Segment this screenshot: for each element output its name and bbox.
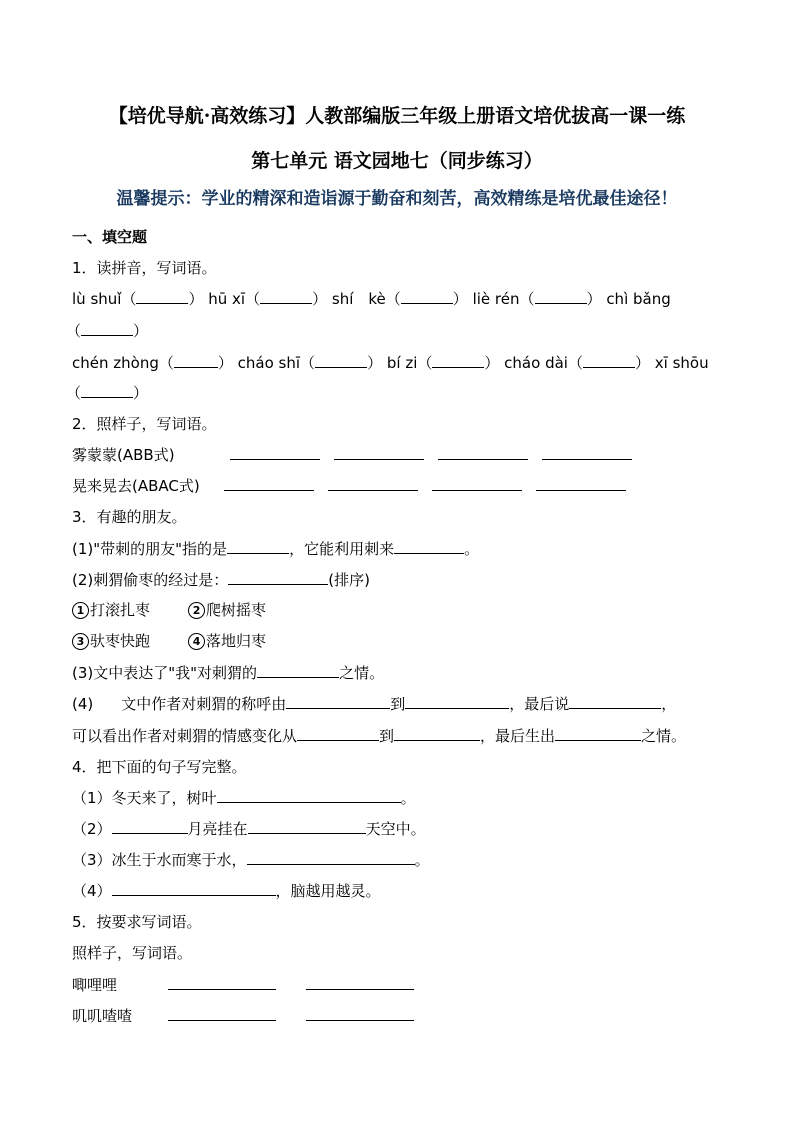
q3-s3-text: 之情。 [339, 664, 385, 682]
answer-blank[interactable] [306, 975, 414, 990]
q4-sub-4 [72, 881, 381, 901]
q5-row1-label: 唧哩哩 [72, 976, 118, 994]
circled-number: 2 [188, 602, 205, 619]
answer-blank[interactable] [136, 289, 188, 304]
answer-blank[interactable] [438, 445, 528, 460]
answer-blank[interactable] [536, 476, 626, 491]
option-text: 打滚扎枣 [90, 601, 151, 619]
answer-blank[interactable] [401, 289, 453, 304]
circled-number: 3 [72, 633, 89, 650]
answer-blank[interactable] [432, 476, 522, 491]
pinyin-5: chì bǎng [606, 290, 671, 308]
q3-s4-text: 文中作者对刺猬的称呼由 [121, 695, 287, 713]
q3-sub-2 [72, 570, 370, 590]
answer-blank[interactable] [227, 539, 289, 554]
q2-row-1 [72, 445, 632, 465]
answer-blank[interactable] [168, 975, 276, 990]
q3-s4-text: ， [661, 695, 677, 713]
q3-s4-text: 到 [390, 695, 406, 713]
q3-s3-text: (3)文中表达了"我"对刺猬的 [72, 664, 258, 682]
answer-blank[interactable] [432, 353, 484, 368]
q3-s4-text: 可以看出作者对刺猬的情感变化从 [72, 727, 298, 745]
q2-row-2 [72, 476, 626, 496]
answer-blank[interactable] [306, 1006, 414, 1021]
q2-row2-label: 晃来晃去(ABAC式) [72, 477, 200, 495]
pinyin-9: cháo dài [504, 354, 568, 372]
page-subtitle: 第七单元 语文园地七（同步练习） [251, 150, 543, 172]
answer-blank[interactable] [535, 289, 587, 304]
q4-sub-2 [72, 819, 426, 839]
q3-sub-1 [72, 539, 479, 559]
answer-blank[interactable] [297, 726, 379, 741]
q4-prompt: 4．把下面的句子写完整。 [72, 758, 247, 776]
answer-blank[interactable] [394, 726, 480, 741]
answer-blank[interactable] [112, 881, 276, 896]
answer-blank[interactable] [247, 850, 415, 865]
q1-row-2b: （ ） [66, 384, 149, 402]
pinyin-1: lù shuǐ [72, 290, 122, 308]
answer-blank[interactable] [230, 445, 320, 460]
answer-blank[interactable] [168, 1006, 276, 1021]
answer-blank[interactable] [394, 539, 464, 554]
answer-blank[interactable] [81, 383, 133, 398]
q3-sub-4b [72, 726, 686, 746]
q4-sub-1 [72, 788, 416, 808]
pinyin-8: bí zi [386, 354, 418, 372]
answer-blank[interactable] [174, 353, 218, 368]
option-text: 落地归枣 [206, 632, 267, 650]
q1-prompt: 1．读拼音，写词语。 [72, 259, 217, 277]
q3-options-row-1 [72, 600, 266, 620]
answer-blank[interactable] [248, 819, 366, 834]
answer-blank[interactable] [555, 726, 641, 741]
q5-sub: 照样子，写词语。 [72, 944, 193, 962]
q5-prompt: 5．按要求写词语。 [72, 913, 202, 931]
answer-blank[interactable] [81, 321, 133, 336]
q1-row-2: chén zhòng（ ） cháo shī（ ） bí zi（ ） cháo dài（ ） xī shōu [72, 354, 709, 372]
answer-blank[interactable] [228, 570, 328, 585]
q3-s1-text: ，它能利用刺来 [289, 540, 395, 558]
q3-sub-3 [72, 663, 384, 683]
q3-options-row-2 [72, 631, 266, 651]
q4-sub-3 [72, 850, 430, 870]
q1-row-1b: （ ） [66, 322, 149, 340]
q4-num: （1） [72, 789, 112, 807]
q2-prompt: 2．照样子，写词语。 [72, 415, 217, 433]
q4-text: 冰生于水而寒于水， [111, 851, 247, 869]
pinyin-4: liè rén [472, 290, 520, 308]
pinyin-10: xī shōu [654, 354, 709, 372]
q2-row1-label: 雾蒙蒙(ABB式) [72, 446, 175, 464]
answer-blank[interactable] [260, 289, 312, 304]
answer-blank[interactable] [112, 819, 188, 834]
q3-s4-text: ，最后说 [509, 695, 570, 713]
option-text: 爬树摇枣 [206, 601, 267, 619]
answer-blank[interactable] [542, 445, 632, 460]
pinyin-6: chén zhòng [72, 354, 159, 372]
pinyin-2: hū xī [208, 290, 246, 308]
q4-num: （4） [72, 882, 112, 900]
q1-row-1: lù shuǐ（ ） hū xī（ ） shí kè（ ） liè rén（ ） chì bǎng [72, 290, 671, 308]
pinyin-7: cháo shī [237, 354, 301, 372]
answer-blank[interactable] [315, 353, 367, 368]
q4-text: 冬天来了，树叶 [111, 789, 217, 807]
circled-number: 1 [72, 602, 89, 619]
q5-row-2 [72, 1006, 414, 1026]
answer-blank[interactable] [334, 445, 424, 460]
answer-blank[interactable] [583, 353, 635, 368]
q5-row-1 [72, 975, 414, 995]
q4-text: 天空中。 [365, 820, 426, 838]
q3-s4-text: 之情。 [641, 727, 687, 745]
q3-s1-text: 。 [464, 540, 480, 558]
answer-blank[interactable] [224, 476, 314, 491]
pinyin-3: shí kè [331, 290, 386, 308]
q3-sub-4 [72, 694, 676, 714]
q3-s4-text: 到 [379, 727, 395, 745]
circled-number: 4 [188, 633, 205, 650]
option-text: 驮枣快跑 [90, 632, 151, 650]
page-title: 【培优导航·高效练习】人教部编版三年级上册语文培优拔高一课一练 [108, 105, 686, 127]
q3-s1-text: (1)"带刺的朋友"指的是 [72, 540, 228, 558]
q4-text: 。 [400, 789, 416, 807]
answer-blank[interactable] [328, 476, 418, 491]
q4-text: 。 [414, 851, 430, 869]
q3-prompt: 3．有趣的朋友。 [72, 508, 187, 526]
q3-s2-text: (排序) [328, 571, 370, 589]
answer-blank[interactable] [257, 663, 339, 678]
q4-num: （2） [72, 820, 112, 838]
warm-tip: 温馨提示：学业的精深和造诣源于勤奋和刻苦，高效精练是培优最佳途径！ [116, 189, 678, 209]
q3-s4-text: ，最后生出 [480, 727, 556, 745]
q4-num: （3） [72, 851, 112, 869]
q3-s4-num: (4) [72, 695, 94, 713]
answer-blank[interactable] [569, 694, 661, 709]
q3-s2-text: (2)刺猬偷枣的经过是： [72, 571, 229, 589]
section-heading: 一、填空题 [72, 228, 148, 246]
answer-blank[interactable] [217, 788, 401, 803]
answer-blank[interactable] [286, 694, 390, 709]
q4-text: 月亮挂在 [187, 820, 248, 838]
q5-row2-label: 叽叽喳喳 [72, 1007, 133, 1025]
q4-text: ，脑越用越灵。 [275, 882, 381, 900]
answer-blank[interactable] [405, 694, 509, 709]
